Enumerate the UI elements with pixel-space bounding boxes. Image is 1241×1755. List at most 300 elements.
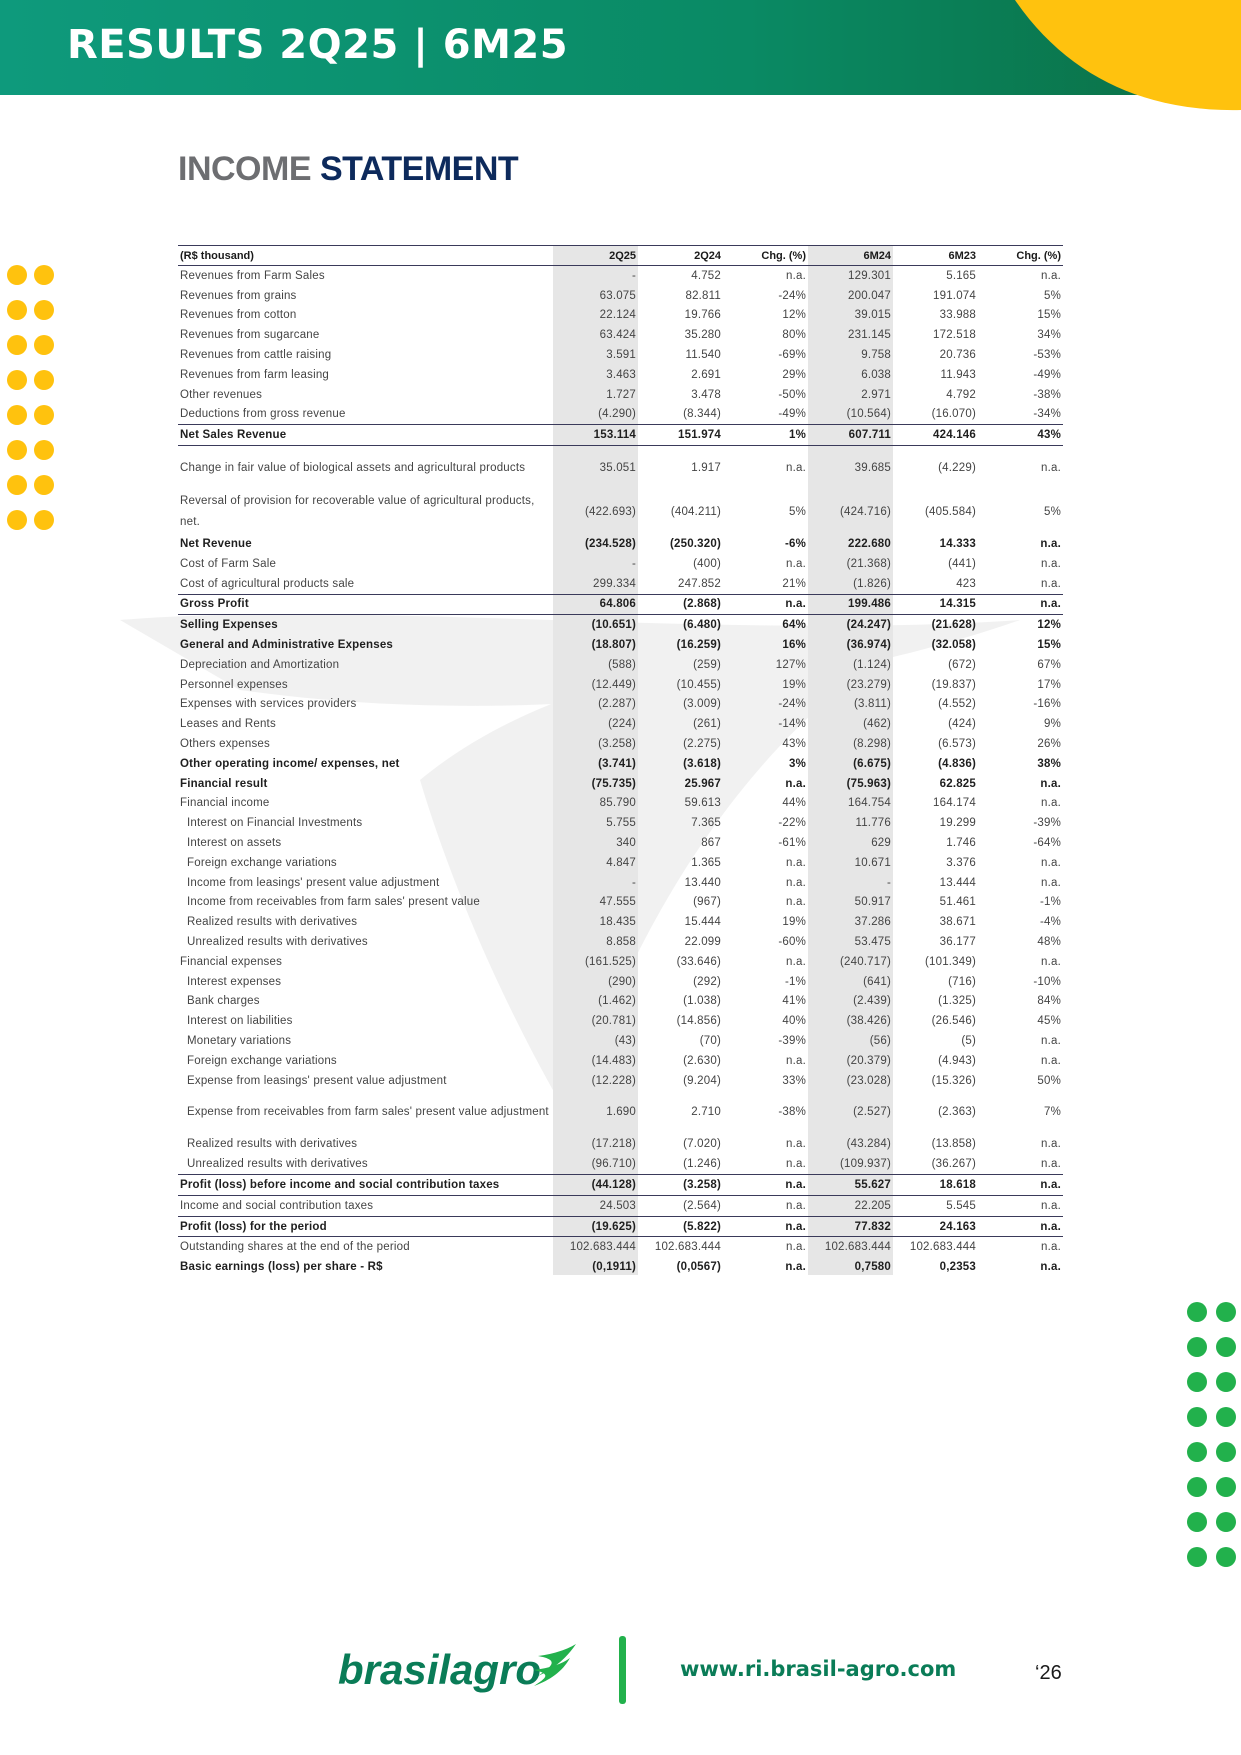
table-cell: -22% (778, 817, 806, 830)
table-cell: (10.651) (553, 615, 638, 635)
table-cell: 10.671 (854, 856, 891, 869)
table-cell: -24% (778, 698, 806, 711)
table-cell: 16% (782, 639, 806, 652)
table-cell: n.a. (1041, 1054, 1061, 1067)
table-cell: (14.483) (591, 1054, 636, 1067)
table-cell: 102.683.444 (893, 1237, 978, 1257)
income-statement-table-wrapper (178, 245, 1063, 1277)
table-cell: (1.038) (683, 995, 721, 1008)
table-row (178, 594, 1063, 615)
table-cell: -24% (778, 289, 806, 302)
column-header: (R$ thousand) (178, 246, 553, 266)
table-cell: (2.275) (683, 738, 721, 751)
row-label: Interest on assets (187, 837, 282, 850)
table-cell: 1.365 (691, 856, 721, 869)
table-cell: -39% (1033, 817, 1061, 830)
table-cell: 9% (1043, 718, 1061, 731)
table-cell: 80% (782, 329, 806, 342)
section-title-dark: STATEMENT (319, 150, 519, 188)
table-cell: (161.525) (584, 955, 636, 968)
table-cell: n.a. (1041, 557, 1061, 570)
table-cell: 34% (1037, 329, 1061, 342)
table-cell: n.a. (1041, 577, 1061, 590)
row-label: Revenues from cotton (180, 309, 297, 322)
table-cell: 299.334 (593, 577, 636, 590)
row-label: Revenues from Farm Sales (180, 269, 325, 282)
row-label: Cost of Farm Sale (180, 557, 277, 570)
row-label: Monetary variations (187, 1034, 292, 1047)
table-cell: (1.826) (853, 577, 891, 590)
table-cell: 629 (871, 837, 891, 850)
table-row (178, 574, 1063, 594)
row-label: Other revenues (180, 388, 263, 401)
table-cell: (96.710) (591, 1158, 636, 1171)
table-cell: -69% (778, 349, 806, 362)
table-cell: -38% (778, 1106, 806, 1119)
section-title (178, 150, 518, 189)
table-cell: (8.298) (853, 738, 891, 751)
table-cell: 50.917 (854, 896, 891, 909)
table-cell: (3.811) (854, 698, 891, 711)
table-cell: -60% (778, 936, 806, 948)
table-cell: (10.564) (846, 408, 891, 421)
table-cell: n.a. (1040, 777, 1061, 790)
page-number: ‘26 (1035, 1662, 1062, 1684)
table-row (178, 833, 1063, 853)
table-cell: 424.146 (893, 425, 978, 446)
row-label: Foreign exchange variations (187, 1054, 337, 1067)
table-cell: (20.379) (846, 1054, 891, 1067)
table-cell: 26% (1037, 738, 1061, 751)
table-cell: 7% (1043, 1106, 1061, 1119)
table-cell: 33.988 (939, 309, 976, 322)
row-label: Depreciation and Amortization (180, 658, 340, 671)
table-cell: 63.424 (599, 329, 636, 342)
table-cell: n.a. (786, 955, 806, 968)
table-row (178, 1071, 1063, 1091)
table-cell: (5) (961, 1034, 976, 1047)
table-cell: 8.858 (606, 936, 636, 948)
table-cell: (33.646) (676, 955, 721, 968)
table-cell: 172.518 (933, 329, 976, 342)
yellow-corner-shape (0, 0, 1241, 120)
table-cell: n.a. (786, 557, 806, 570)
page-title: RESULTS 2Q25 | 6M25 (67, 22, 569, 68)
table-row (178, 655, 1063, 675)
table-cell: 4.792 (946, 388, 976, 401)
table-row (178, 912, 1063, 932)
table-row (178, 972, 1063, 992)
table-cell: -39% (778, 1034, 806, 1047)
table-cell: 5.755 (606, 817, 636, 830)
row-label: Revenues from cattle raising (180, 349, 332, 362)
table-cell: (3.618) (683, 757, 721, 770)
table-cell: 5% (788, 506, 806, 519)
row-label: Cost of agricultural products sale (180, 577, 355, 590)
table-row (178, 534, 1063, 554)
table-cell: 1% (723, 425, 808, 446)
table-cell: (234.528) (584, 538, 636, 551)
table-cell: 12% (782, 309, 806, 322)
row-label: Expenses with services providers (180, 698, 357, 711)
table-cell: 50% (1037, 1074, 1061, 1087)
table-cell: 7.365 (691, 817, 721, 830)
table-row (178, 325, 1063, 345)
table-cell: 11.943 (940, 368, 976, 381)
table-cell: n.a. (978, 1237, 1063, 1257)
table-cell: 5% (1043, 506, 1061, 519)
table-cell: (3.009) (683, 698, 721, 711)
table-cell: 1.917 (638, 446, 723, 491)
table-cell: (4.943) (938, 1054, 976, 1067)
table-cell: (7.020) (683, 1138, 721, 1151)
table-row (178, 932, 1063, 952)
table-cell: 3.463 (606, 368, 636, 381)
table-cell: (56) (869, 1034, 891, 1047)
table-row (178, 306, 1063, 326)
table-cell: n.a. (786, 269, 806, 282)
table-cell: (0,1911) (592, 1261, 636, 1274)
table-cell: (422.693) (584, 506, 636, 519)
table-cell: 3.478 (691, 388, 721, 401)
table-cell: (3.258) (638, 1175, 723, 1196)
table-row (178, 774, 1063, 794)
table-cell: 867 (701, 837, 721, 850)
table-cell: n.a. (1040, 538, 1061, 551)
table-cell: -14% (778, 718, 806, 731)
table-cell: n.a. (786, 896, 806, 909)
table-cell: n.a. (786, 1138, 806, 1151)
table-cell: 4.847 (606, 856, 636, 869)
table-cell: -61% (778, 837, 806, 850)
row-label: Unrealized results with derivatives (187, 1158, 368, 1171)
table-cell: (2.363) (938, 1106, 976, 1119)
table-row (178, 1154, 1063, 1174)
table-cell: -1% (784, 975, 806, 988)
table-cell: 25.967 (684, 777, 721, 790)
table-cell: 5.545 (893, 1195, 978, 1216)
table-cell: 43% (978, 425, 1063, 446)
column-header: 2Q24 (638, 246, 723, 266)
table-cell: 231.145 (848, 329, 891, 342)
table-cell: n.a. (723, 1175, 808, 1196)
table-cell: (400) (693, 557, 721, 570)
row-label: Profit (loss) before income and social contribution taxes (178, 1175, 553, 1196)
row-label: Net Revenue (180, 538, 252, 551)
table-cell: (75.735) (591, 777, 636, 790)
table-row (178, 1175, 1063, 1196)
table-cell: (109.937) (839, 1158, 891, 1171)
table-cell: -16% (1033, 698, 1061, 711)
row-label: Expense from leasings' present value adjustment (187, 1074, 447, 1087)
table-cell: 1.690 (606, 1106, 636, 1119)
table-cell: 64% (723, 615, 808, 635)
table-cell: (9.204) (683, 1074, 721, 1087)
table-cell: n.a. (786, 876, 806, 889)
table-cell: n.a. (786, 1054, 806, 1067)
table-cell: (424) (948, 718, 976, 731)
table-cell: n.a. (786, 1158, 806, 1171)
table-cell: (44.128) (553, 1175, 638, 1196)
table-cell: - (631, 269, 636, 282)
table-cell: 20.736 (939, 349, 976, 362)
table-row (178, 1011, 1063, 1031)
table-cell: (4.552) (938, 698, 976, 711)
table-cell: 19.766 (684, 309, 721, 322)
table-cell: 43% (782, 738, 806, 751)
table-row (178, 853, 1063, 873)
table-cell: 14.315 (893, 594, 978, 615)
table-cell: 1.727 (606, 388, 636, 401)
row-label: Realized results with derivatives (187, 1138, 358, 1151)
row-label: Financial expenses (180, 955, 283, 968)
table-row (178, 893, 1063, 913)
table-cell: 6.038 (861, 368, 891, 381)
row-label: Foreign exchange variations (187, 856, 337, 869)
svg-text:brasilagro: brasilagro (338, 1646, 542, 1693)
table-cell: 102.683.444 (638, 1237, 723, 1257)
table-cell: 1.746 (946, 837, 976, 850)
table-cell: 39.015 (854, 309, 891, 322)
column-header: Chg. (%) (723, 246, 808, 266)
table-cell: 45% (1037, 1015, 1061, 1028)
table-cell: (967) (693, 896, 721, 909)
table-cell: 38% (1037, 757, 1061, 770)
table-cell: 19% (782, 916, 806, 929)
table-cell: (3.258) (598, 738, 636, 751)
table-cell: (0,0567) (676, 1261, 721, 1274)
table-cell: 164.754 (848, 797, 891, 810)
row-label: Reversal of provision for recoverable value of agricultural products, net. (180, 495, 535, 529)
table-cell: (1.325) (938, 995, 976, 1008)
table-cell: 24.503 (553, 1195, 638, 1216)
table-cell: (290) (608, 975, 636, 988)
table-cell: (36.974) (846, 639, 891, 652)
table-cell: -50% (778, 388, 806, 401)
table-row (178, 1051, 1063, 1071)
website-link[interactable]: www.ri.brasil-agro.com (680, 1657, 957, 1681)
table-cell: n.a. (723, 1195, 808, 1216)
table-cell: n.a. (978, 1175, 1063, 1196)
row-label: Revenues from sugarcane (180, 329, 320, 342)
table-row (178, 1090, 1063, 1134)
row-label: Others expenses (180, 738, 270, 751)
table-cell: 29% (782, 368, 806, 381)
income-statement-table (178, 245, 1063, 1277)
table-cell: 222.680 (848, 538, 891, 551)
row-label: Income from receivables from farm sales' present value (187, 896, 480, 909)
table-cell: 0,7580 (854, 1261, 891, 1274)
table-row (178, 425, 1063, 446)
table-cell: (424.716) (839, 506, 891, 519)
table-cell: 18.435 (599, 916, 636, 929)
table-cell: 35.280 (684, 329, 721, 342)
row-label: Realized results with derivatives (187, 916, 358, 929)
table-cell: (588) (608, 658, 636, 671)
column-header: 6M23 (893, 246, 978, 266)
table-cell: (23.279) (846, 678, 891, 691)
table-cell: (261) (693, 718, 721, 731)
table-cell: (2.287) (598, 698, 636, 711)
table-cell: -49% (1033, 368, 1061, 381)
table-cell: - (631, 876, 636, 889)
table-cell: 48% (1037, 936, 1061, 948)
table-cell: n.a. (785, 777, 806, 790)
table-cell: 5.165 (946, 269, 976, 282)
table-cell: (1.462) (598, 995, 636, 1008)
table-row (178, 345, 1063, 365)
table-cell: (21.368) (846, 557, 891, 570)
table-cell: 0,2353 (939, 1261, 976, 1274)
table-cell: 11.776 (855, 817, 891, 830)
table-cell: 153.114 (553, 425, 638, 446)
table-cell: (15.326) (931, 1074, 976, 1087)
table-row (178, 1257, 1063, 1277)
table-cell: 22.124 (599, 309, 636, 322)
row-label: Income and social contribution taxes (178, 1195, 553, 1216)
table-cell: 2.691 (691, 368, 721, 381)
table-cell: 15% (1037, 639, 1061, 652)
table-cell: 35.051 (553, 446, 638, 491)
table-cell: -6% (784, 538, 806, 551)
row-label: Interest expenses (187, 975, 282, 988)
table-row (178, 365, 1063, 385)
table-cell: (716) (948, 975, 976, 988)
table-cell: 21% (782, 577, 806, 590)
table-cell: 11.540 (685, 349, 721, 362)
table-cell: 67% (1037, 658, 1061, 671)
table-row (178, 1195, 1063, 1216)
brasilagro-logo (338, 1638, 578, 1700)
row-label: Personnel expenses (180, 678, 288, 691)
table-cell: 151.974 (638, 425, 723, 446)
column-header: 2Q25 (553, 246, 638, 266)
table-row (178, 794, 1063, 814)
table-cell: (26.546) (931, 1015, 976, 1028)
row-label: Revenues from farm leasing (180, 368, 330, 381)
table-cell: 62.825 (939, 777, 976, 790)
table-cell: -10% (1033, 975, 1061, 988)
table-cell: (224) (608, 718, 636, 731)
table-cell: -34% (1033, 408, 1061, 421)
table-cell: (3.741) (598, 757, 636, 770)
row-label: Change in fair value of biological assets and agricultural products (178, 446, 553, 491)
table-cell: n.a. (1041, 876, 1061, 889)
table-row (178, 1134, 1063, 1154)
table-cell: (6.480) (638, 615, 723, 635)
table-cell: (43.284) (846, 1138, 891, 1151)
row-label: Financial result (180, 777, 268, 790)
table-row (178, 405, 1063, 425)
table-cell: (24.247) (808, 615, 893, 635)
table-cell: 41% (782, 995, 806, 1008)
table-cell: (17.218) (591, 1138, 636, 1151)
table-cell: (75.963) (846, 777, 891, 790)
table-row (178, 754, 1063, 774)
table-cell: n.a. (1041, 797, 1061, 810)
table-cell: (101.349) (924, 955, 976, 968)
table-cell: - (886, 876, 891, 889)
table-cell: -4% (1039, 916, 1061, 929)
row-label: Basic earnings (loss) per share - R$ (180, 1261, 383, 1274)
table-cell: (19.837) (931, 678, 976, 691)
table-cell: (250.320) (669, 538, 721, 551)
table-cell: - (631, 557, 636, 570)
table-cell: 200.047 (848, 289, 891, 302)
table-cell: 64.806 (553, 594, 638, 615)
table-cell: 37.286 (854, 916, 891, 929)
table-cell: 19.299 (939, 817, 976, 830)
table-cell: 85.790 (599, 797, 636, 810)
table-row (178, 695, 1063, 715)
table-cell: 127% (775, 658, 806, 671)
table-cell: (36.267) (931, 1158, 976, 1171)
table-cell: (2.439) (853, 995, 891, 1008)
row-label: Expense from receivables from farm sales' present value adjustment (187, 1105, 549, 1118)
table-cell: (32.058) (931, 639, 976, 652)
table-cell: n.a. (978, 1195, 1063, 1216)
table-cell: n.a. (1041, 1034, 1061, 1047)
table-row (178, 266, 1063, 286)
table-cell: (18.807) (591, 639, 636, 652)
table-cell: (12.449) (591, 678, 636, 691)
table-cell: (1.124) (853, 658, 891, 671)
table-cell: 164.174 (933, 797, 976, 810)
table-cell: 247.852 (678, 577, 721, 590)
table-cell: n.a. (978, 594, 1063, 615)
table-row (178, 714, 1063, 734)
table-cell: (16.070) (931, 408, 976, 421)
table-cell: 77.832 (808, 1216, 893, 1237)
table-cell: n.a. (1041, 1158, 1061, 1171)
row-label: Leases and Rents (180, 718, 276, 731)
table-row (178, 615, 1063, 635)
column-header: Chg. (%) (978, 246, 1063, 266)
table-row (178, 1237, 1063, 1257)
table-cell: (259) (693, 658, 721, 671)
table-cell: 15% (1037, 309, 1061, 322)
table-cell: 44% (782, 797, 806, 810)
table-row (178, 952, 1063, 972)
table-cell: (2.564) (638, 1195, 723, 1216)
table-cell: 340 (616, 837, 636, 850)
table-row (178, 554, 1063, 574)
table-cell: 102.683.444 (808, 1237, 893, 1257)
table-cell: (240.717) (839, 955, 891, 968)
table-row (178, 813, 1063, 833)
table-row (178, 992, 1063, 1012)
table-cell: -38% (1033, 388, 1061, 401)
table-row (178, 734, 1063, 754)
table-cell: (6.675) (853, 757, 891, 770)
table-cell: (8.344) (683, 408, 721, 421)
table-cell: -53% (1033, 349, 1061, 362)
table-cell: (641) (863, 975, 891, 988)
row-label: Selling Expenses (178, 615, 553, 635)
table-cell: 53.475 (854, 936, 891, 948)
table-cell: (14.856) (676, 1015, 721, 1028)
table-row (178, 286, 1063, 306)
row-label: Net Sales Revenue (178, 425, 553, 446)
table-cell: (13.858) (931, 1138, 976, 1151)
table-cell: 55.627 (808, 1175, 893, 1196)
table-cell: n.a. (723, 446, 808, 491)
table-cell: (12.228) (591, 1074, 636, 1087)
table-cell: -49% (778, 408, 806, 421)
table-row (178, 675, 1063, 695)
table-cell: 102.683.444 (553, 1237, 638, 1257)
row-label: General and Administrative Expenses (180, 639, 394, 652)
